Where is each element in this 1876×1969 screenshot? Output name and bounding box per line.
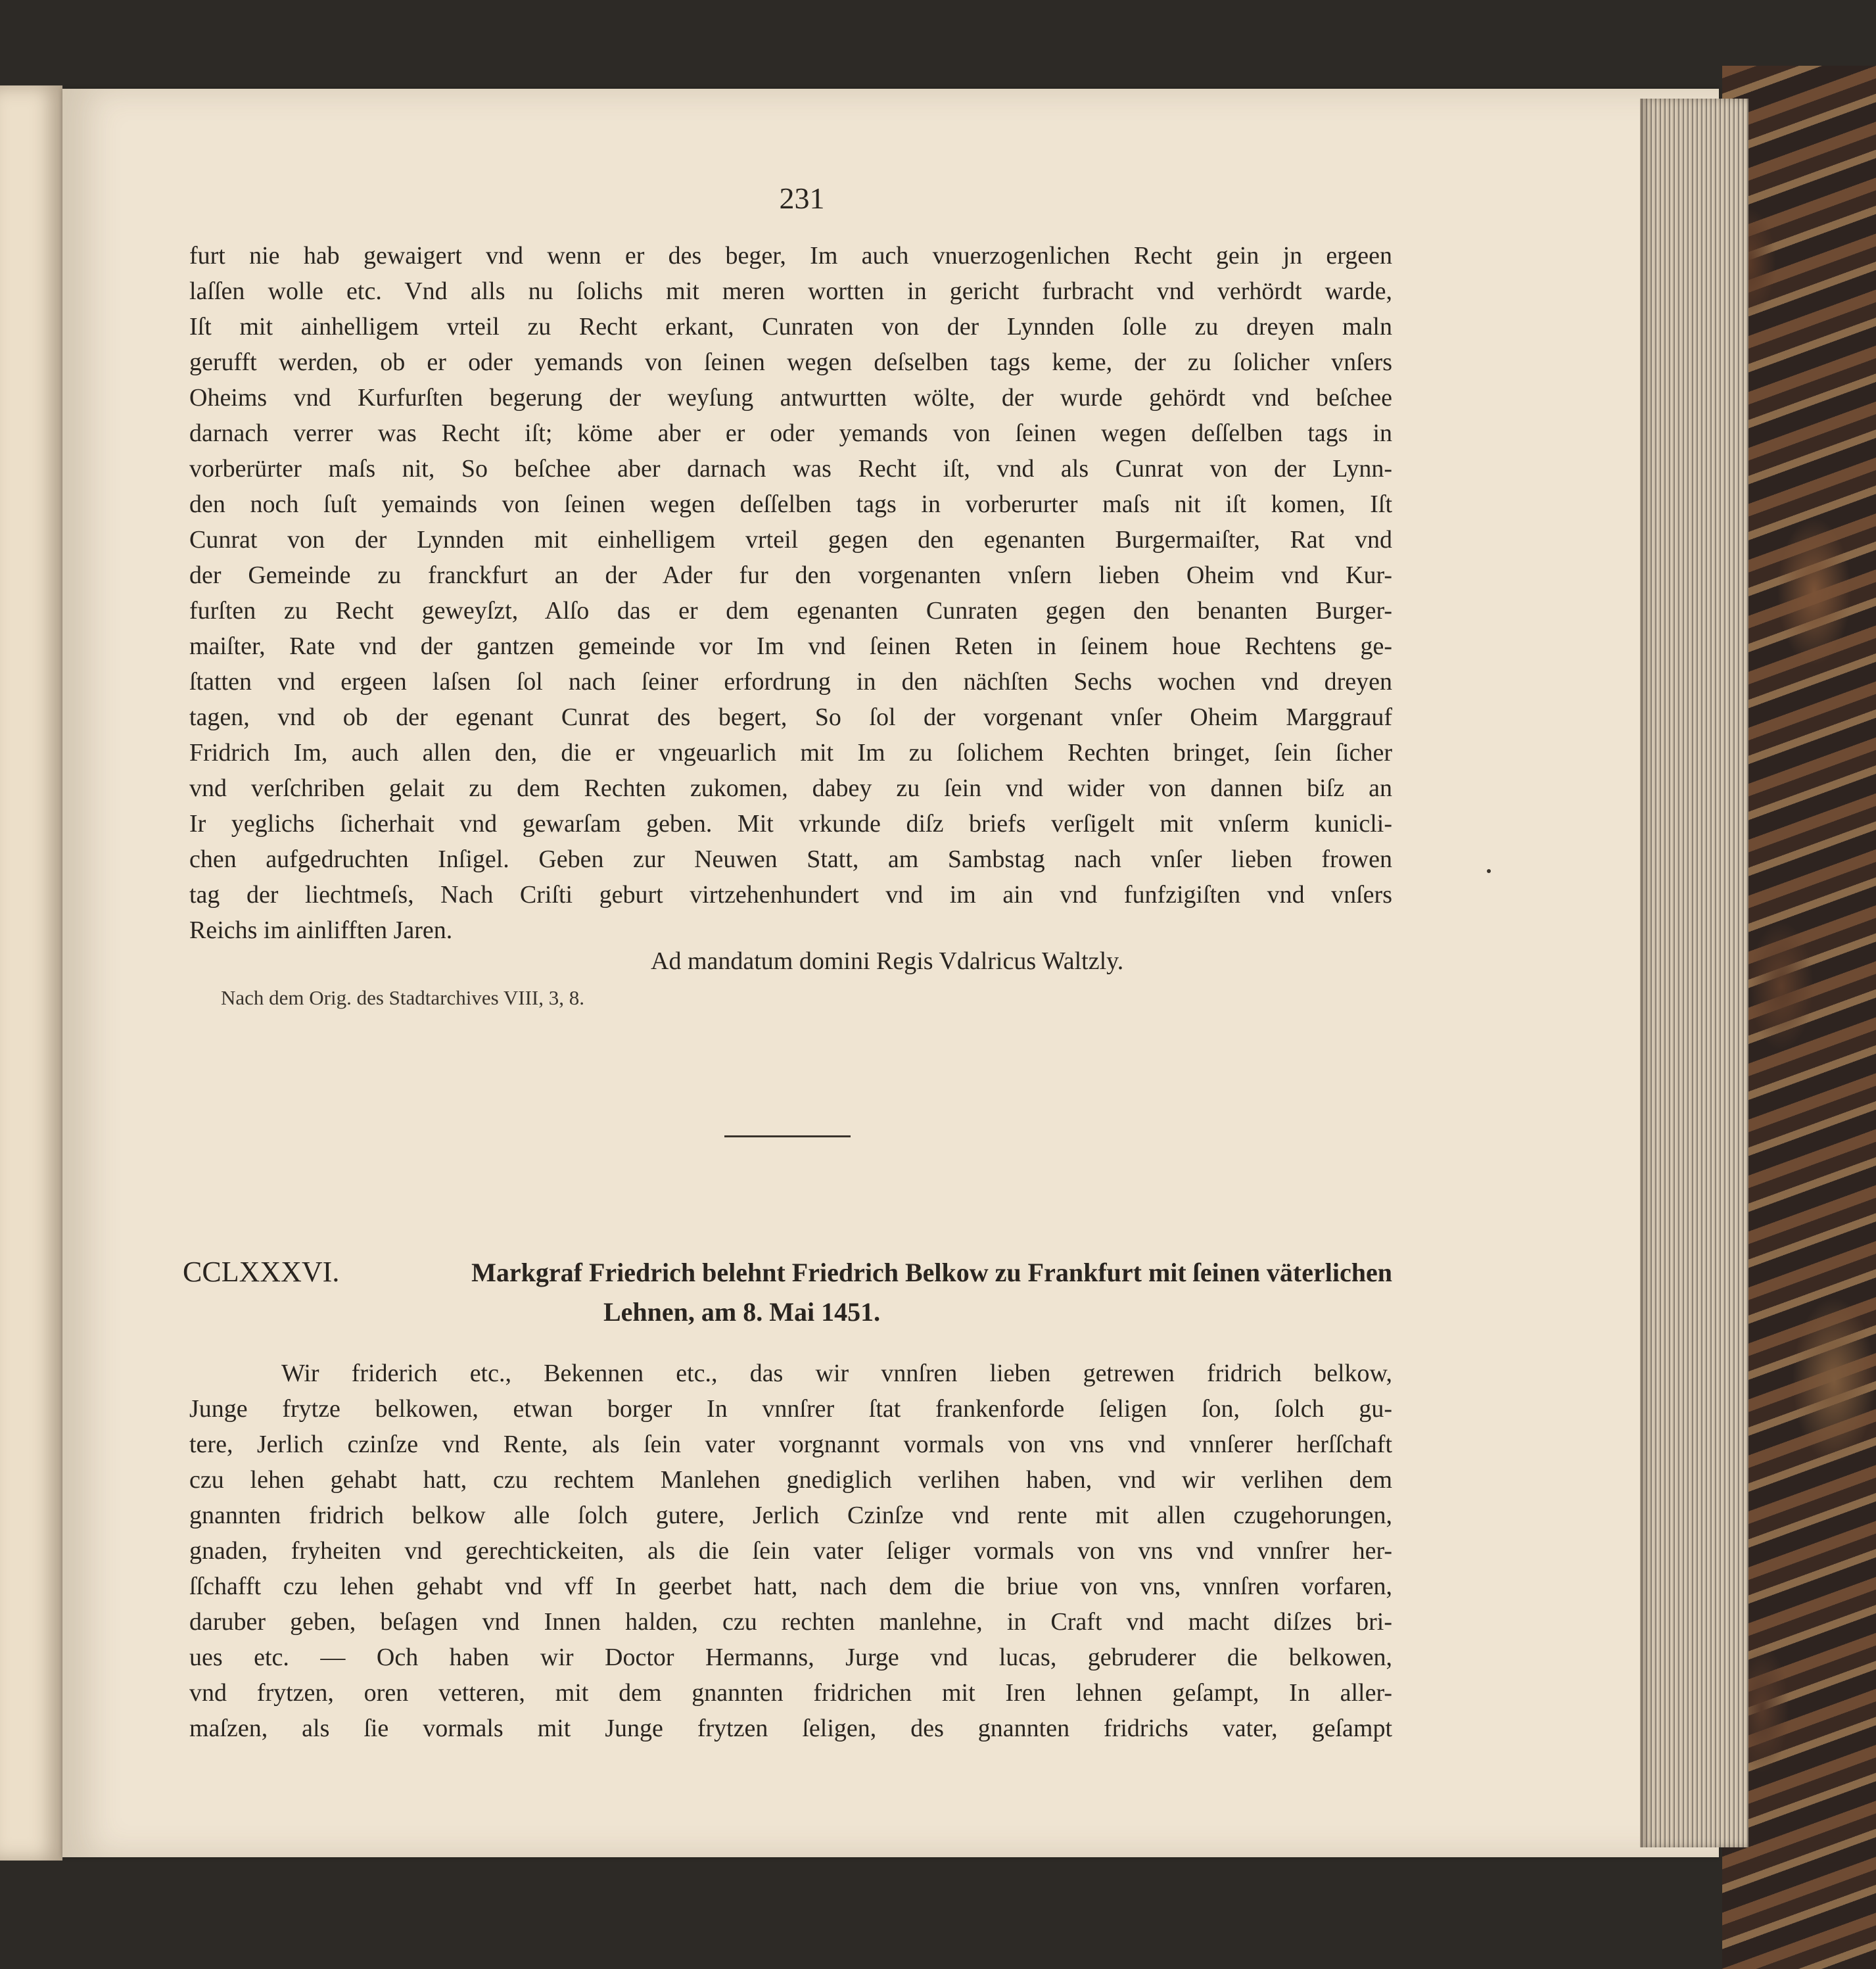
text-line: maſzen, als ſie vormals mit Junge frytzen ſeligen, des gnannten fridrichs vater, geſampt <box>189 1715 1392 1742</box>
page-number: 231 <box>779 181 825 215</box>
section-divider <box>724 1135 851 1137</box>
text-line: tere, Jerlich czinſze vnd Rente, als ſein vater vorgnannt vormals von vns vnd vnnſerer herſſchaft <box>189 1431 1392 1458</box>
text-line: ues etc. — Och haben wir Doctor Hermanns, Jurge vnd lucas, gebruderer die belkowen, <box>189 1644 1392 1671</box>
text-line: der Gemeinde zu franckfurt an der Ader fur den vorgenanten vnſern lieben Oheim vnd Kur- <box>189 561 1392 589</box>
text-line: Fridrich Im, auch allen den, die er vngeuarlich mit Im zu ſolichem Rechten bringet, ſein ſicher <box>189 739 1392 767</box>
section-number: CCLXXXVI. <box>183 1256 340 1288</box>
text-line: furſten zu Recht geweyſzt, Alſo das er dem egenanten Cunraten gegen den benanten Burger- <box>189 597 1392 625</box>
document-paragraph-1 <box>189 238 1392 948</box>
page-stack-edges <box>1640 99 1748 1847</box>
text-line: ſtatten vnd ergeen laſsen ſol nach ſeiner erfordrung in den nächſten Sechs wochen vnd dreyen <box>189 668 1392 696</box>
text-line: vorberürter maſs nit, So beſchee aber darnach was Recht iſt, vnd als Cunrat von der Lynn- <box>189 455 1392 483</box>
text-line: tag der liechtmeſs, Nach Criſti geburt virtzehenhundert vnd im ain vnd funfzigiſten vnd vnſers <box>189 881 1392 909</box>
text-line: daruber geben, beſagen vnd Innen halden, czu rechten manlehne, in Craft vnd macht diſzes bri- <box>189 1608 1392 1636</box>
text-line: vnd verſchriben gelait zu dem Rechten zukomen, dabey zu ſein vnd wider von dannen biſz an <box>189 774 1392 802</box>
text-line: den noch ſuſt yemainds von ſeinen wegen deſſelben tags in vorberurter maſs nit iſt komen, Iſt <box>189 490 1392 518</box>
text-line: gnannten fridrich belkow alle ſolch gutere, Jerlich Czinſze vnd rente mit allen czugehorungen, <box>189 1502 1392 1529</box>
text-line: Iſt mit ainhelligem vrteil zu Recht erkant, Cunraten von der Lynnden ſolle zu dreyen maln <box>189 313 1392 341</box>
text-line: Cunrat von der Lynnden mit einhelligem vrteil gegen den egenanten Burgermaiſter, Rat vnd <box>189 526 1392 554</box>
source-note: Nach dem Orig. des Stadtarchives VIII, 3, 8. <box>221 986 584 1009</box>
text-line: tagen, vnd ob der egenant Cunrat des begert, So ſol der vorgenant vnſer Oheim Marggrauf <box>189 703 1392 731</box>
section-title-line-1: Markgraf Friedrich belehnt Friedrich Belkow zu Frankfurt mit ſeinen väterlichen <box>471 1258 1392 1287</box>
text-line: laſſen wolle etc. Vnd alls nu ſolichs mit meren wortten in gericht furbracht vnd verhördt warde, <box>189 277 1392 305</box>
section-heading <box>183 1252 1392 1332</box>
text-line: Wir friderich etc., Bekennen etc., das wir vnnſren lieben getrewen fridrich belkow, <box>281 1360 1392 1387</box>
text-line: gerufft werden, ob er oder yemands von ſeinen wegen deſselben tags keme, der zu ſolicher vnſers <box>189 348 1392 376</box>
section-heading-line-1 <box>183 1252 1392 1293</box>
signature-line: Ad mandatum domini Regis Vdalricus Waltzly. <box>651 947 1124 975</box>
text-line: darnach verrer was Recht iſt; köme aber er oder yemands von ſeinen wegen deſſelben tags in <box>189 419 1392 447</box>
page-speck <box>1487 869 1491 873</box>
text-line: ſſchafft czu lehen gehabt vnd vff In geerbet hatt, nach dem die briue von vns, vnnſren vorfaren, <box>189 1573 1392 1600</box>
text-line: Oheims vnd Kurfurſten begerung der weyſung antwurtten wölte, der wurde gehördt vnd beſchee <box>189 384 1392 412</box>
text-line: czu lehen gehabt hatt, czu rechtem Manlehen gnediglich verlihen haben, vnd wir verlihen dem <box>189 1466 1392 1494</box>
text-line: gnaden, fryheiten vnd gerechtickeiten, als die ſein vater ſeliger vormals von vns vnd vnnſrer her- <box>189 1537 1392 1565</box>
text-line: vnd frytzen, oren vetteren, mit dem gnannten fridrichen mit Iren lehnen geſampt, In aller- <box>189 1679 1392 1707</box>
text-line: furt nie hab gewaigert vnd wenn er des beger, Im auch vnuerzogenlichen Recht gein jn ergeen <box>189 242 1392 270</box>
text-line: Reichs im ainlifften Jaren. <box>189 916 453 944</box>
section-title-line-2: Lehnen, am 8. Mai 1451. <box>603 1297 881 1327</box>
text-line: Junge frytze belkowen, etwan borger In vnnſrer ſtat frankenforde ſeligen ſon, ſolch gu- <box>189 1395 1392 1423</box>
text-line: Ir yeglichs ſicherhait vnd gewarſam geben. Mit vrkunde diſz briefs verſigelt mit vnſerm kunicli- <box>189 810 1392 838</box>
text-line: chen aufgedruchten Inſigel. Geben zur Neuwen Statt, am Sambstag nach vnſer lieben frowen <box>189 845 1392 873</box>
left-page-edge <box>0 85 62 1861</box>
document-paragraph-2 <box>189 1356 1392 1746</box>
text-line: maiſter, Rate vnd der gantzen gemeinde vor Im vnd ſeinen Reten in ſeinem houe Rechtens ge- <box>189 632 1392 660</box>
